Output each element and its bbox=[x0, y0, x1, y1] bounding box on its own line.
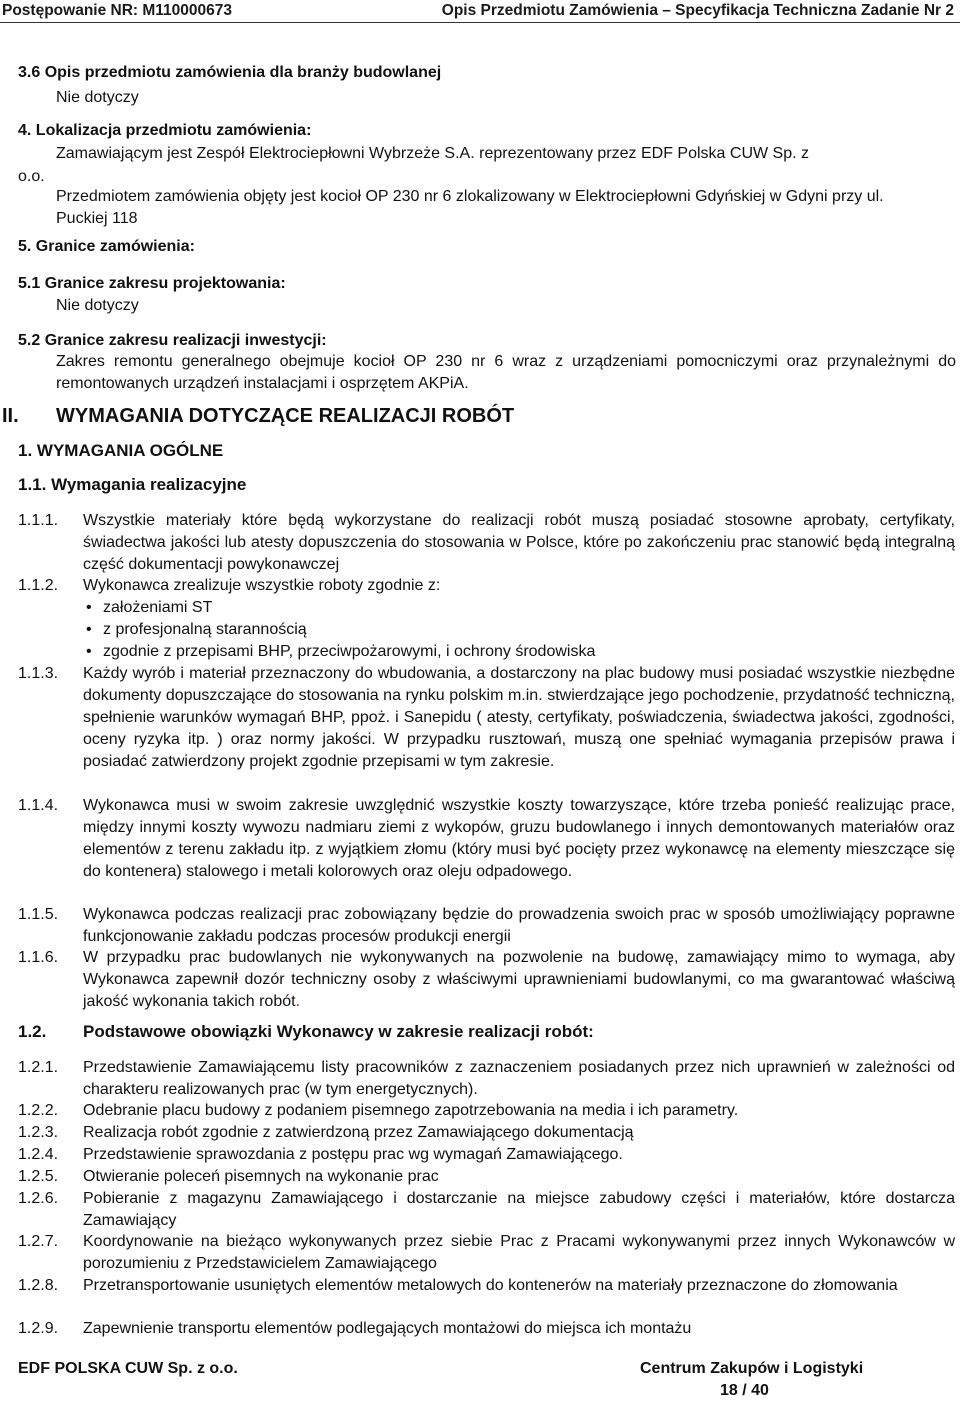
item-number: 1.1.3. bbox=[18, 665, 59, 682]
section-5-heading: 5. Granice zamówienia: bbox=[18, 238, 195, 255]
section-1-heading: 1. WYMAGANIA OGÓLNE bbox=[18, 441, 224, 460]
header-procedure-number: Postępowanie NR: M110000673 bbox=[2, 2, 233, 19]
section-3-6-heading: 3.6 Opis przedmiotu zamówienia dla branży budowlanej bbox=[18, 64, 442, 81]
item-number: 1.1.1. bbox=[18, 512, 59, 529]
item-number: 1.2.1. bbox=[18, 1059, 59, 1076]
item-text: Wykonawca zrealizuje wszystkie roboty zgodnie z: bbox=[83, 577, 441, 594]
bullet-text: z profesjonalną starannością bbox=[103, 621, 307, 638]
chapter-number: II. bbox=[2, 405, 19, 427]
item-number: 1.2.9. bbox=[18, 1320, 59, 1337]
item-number: 1.2.7. bbox=[18, 1233, 59, 1250]
section-5-1-heading: 5.1 Granice zakresu projektowania: bbox=[18, 275, 286, 292]
item-text: Odebranie placu budowy z podaniem pisemnego zapotrzebowania na media i ich parametry. bbox=[83, 1102, 739, 1119]
item-text: Przetransportowanie usuniętych elementów metalowych do kontenerów na materiały przeznaczone do złomowania bbox=[83, 1277, 898, 1294]
section-3-6-body: Nie dotyczy bbox=[56, 89, 139, 106]
item-text bbox=[83, 947, 955, 1013]
section-5-2-heading: 5.2 Granice zakresu realizacji inwestycji: bbox=[18, 332, 327, 349]
chapter-title: WYMAGANIA DOTYCZĄCE REALIZACJI ROBÓT bbox=[56, 405, 515, 427]
page-number: 18 / 40 bbox=[720, 1382, 769, 1399]
section-4-heading: 4. Lokalizacja przedmiotu zamówienia: bbox=[18, 122, 312, 139]
item-number: 1.2.8. bbox=[18, 1277, 59, 1294]
item-text: Przedstawienie Zamawiającemu listy pracowników z zaznaczeniem posiadanych przez nich uprawnień w zależności od charakteru realizowanych prac (w tym energetycznych). bbox=[83, 1059, 955, 1098]
section-5-2-body: Zakres remontu generalnego obejmuje kocioł OP 230 nr 6 wraz z urządzeniami pomocniczymi oraz przynależnymi do remontowanych urządzeń instalacjami i osprzętem AKPiA. bbox=[56, 353, 956, 392]
item-text: Zapewnienie transportu elementów podlegających montażowi do miejsca ich montażu bbox=[83, 1320, 692, 1337]
item-number: 1.1.4. bbox=[18, 797, 59, 814]
item-number: 1.2.5. bbox=[18, 1168, 59, 1185]
item-text: Wszystkie materiały które będą wykorzystane do realizacji robót muszą posiadać stosowne aprobaty, certyfikaty, świadectwa jakości lub atesty dopuszczenia do stosowania w Polsce, które po zakończeniu prac stanowić będą integralną część dokumentacji powykonawczej bbox=[83, 512, 955, 573]
item-number: 1.2.4. bbox=[18, 1146, 59, 1163]
bullet-text: założeniami ST bbox=[103, 599, 213, 616]
item-text: Wykonawca musi w swoim zakresie uwzględnić wszystkie koszty towarzyszące, które trzeba ponieść realizując prace, między innymi koszty wywozu nadmiaru ziemi z wykopów, gruzu budowlanego i innych demontowanych materiałów oraz elementów z terenu zakładu itp. z wyjątkiem złomu (który musi być pocięty przez wykonawcę na elementy mieszczące się do kontenera) stalowego i metali kolorowych oraz oleju odpadowego. bbox=[83, 797, 955, 880]
section-4-line-2: o.o. bbox=[18, 168, 45, 185]
bullet-dot-icon: • bbox=[86, 643, 92, 660]
section-5-1-body: Nie dotyczy bbox=[56, 297, 139, 314]
item-number: 1.2.2. bbox=[18, 1102, 59, 1119]
bullet-dot-icon: • bbox=[86, 599, 92, 616]
item-text-body: W przypadku prac budowlanych nie wykonywanych na pozwolenie na budowę, zamawiający mimo to wymaga, aby Wykonawca zapewnił dozór techniczny osoby z właściwymi uprawnieniami budowlanymi, co ma gwarantować właściwą jakość wykonania takich robót bbox=[83, 949, 955, 1010]
section-1-1-heading: 1.1. Wymagania realizacyjne bbox=[18, 475, 247, 494]
footer-department: Centrum Zakupów i Logistyki bbox=[640, 1360, 864, 1377]
bullet-dot-icon: • bbox=[86, 621, 92, 638]
item-text: Realizacja robót zgodnie z zatwierdzoną przez Zamawiającego dokumentacją bbox=[83, 1124, 634, 1141]
item-text: Koordynowanie na bieżąco wykonywanych przez siebie Prac z Pracami wykonywanymi przez innych Wykonawców w porozumieniu z Przedstawicielem Zamawiającego bbox=[83, 1233, 955, 1272]
header-document-title: Opis Przedmiotu Zamówienia – Specyfikacja Techniczna Zadanie Nr 2 bbox=[441, 2, 954, 19]
item-text-period: . bbox=[295, 993, 301, 1010]
page-header bbox=[0, 0, 960, 23]
item-number: 1.2.6. bbox=[18, 1190, 59, 1207]
section-1-2-number: 1.2. bbox=[18, 1022, 47, 1041]
section-1-2-heading: Podstawowe obowiązki Wykonawcy w zakresie realizacji robót: bbox=[83, 1022, 594, 1041]
item-number: 1.1.5. bbox=[18, 906, 59, 923]
section-4-paragraph: Przedmiotem zamówienia objęty jest kocioł OP 230 nr 6 zlokalizowany w Elektrociepłowni Gdyńskiej w Gdyni przy ul. Puckiej 118 bbox=[56, 188, 884, 227]
item-text: Wykonawca podczas realizacji prac zobowiązany będzie do prowadzenia swoich prac w sposób umożliwiający poprawne funkcjonowanie zakładu podczas procesów produkcji energii bbox=[83, 906, 955, 945]
item-number: 1.1.6. bbox=[18, 949, 59, 966]
item-number: 1.2.3. bbox=[18, 1124, 59, 1141]
item-text: Pobieranie z magazynu Zamawiającego i dostarczanie na miejsce zabudowy części i materiałów, które dostarcza Zamawiający bbox=[83, 1190, 955, 1229]
item-text: Otwieranie poleceń pisemnych na wykonanie prac bbox=[83, 1168, 439, 1185]
bullet-text: zgodnie z przepisami BHP, przeciwpożarowymi, i ochrony środowiska bbox=[103, 643, 596, 660]
item-text: Każdy wyrób i materiał przeznaczony do wbudowania, a dostarczony na plac budowy musi posiadać wszystkie niezbędne dokumenty dopuszczające do stosowania na rynku polskim m.in. stwierdzające jego pochodzenie, przydatność techniczną, spełnienie warunków wymagań BHP, ppoż. i Sanepidu ( atesty, certyfikaty, poświadczenia, świadectwa jakości, zgodności, oceny ryzyka itp. ) oraz normy jakości. W przypadku rusztowań, muszą one spełniać wymagania przepisów prawa i posiadać zatwierdzony projekt zgodnie przepisami w tym zakresie. bbox=[83, 665, 955, 770]
item-number: 1.1.2. bbox=[18, 577, 59, 594]
section-4-line-1: Zamawiającym jest Zespół Elektrociepłowni Wybrzeże S.A. reprezentowany przez EDF Polska CUW Sp. z bbox=[56, 145, 809, 162]
item-text: Przedstawienie sprawozdania z postępu prac wg wymagań Zamawiającego. bbox=[83, 1146, 623, 1163]
footer-company: EDF POLSKA CUW Sp. z o.o. bbox=[18, 1360, 238, 1377]
